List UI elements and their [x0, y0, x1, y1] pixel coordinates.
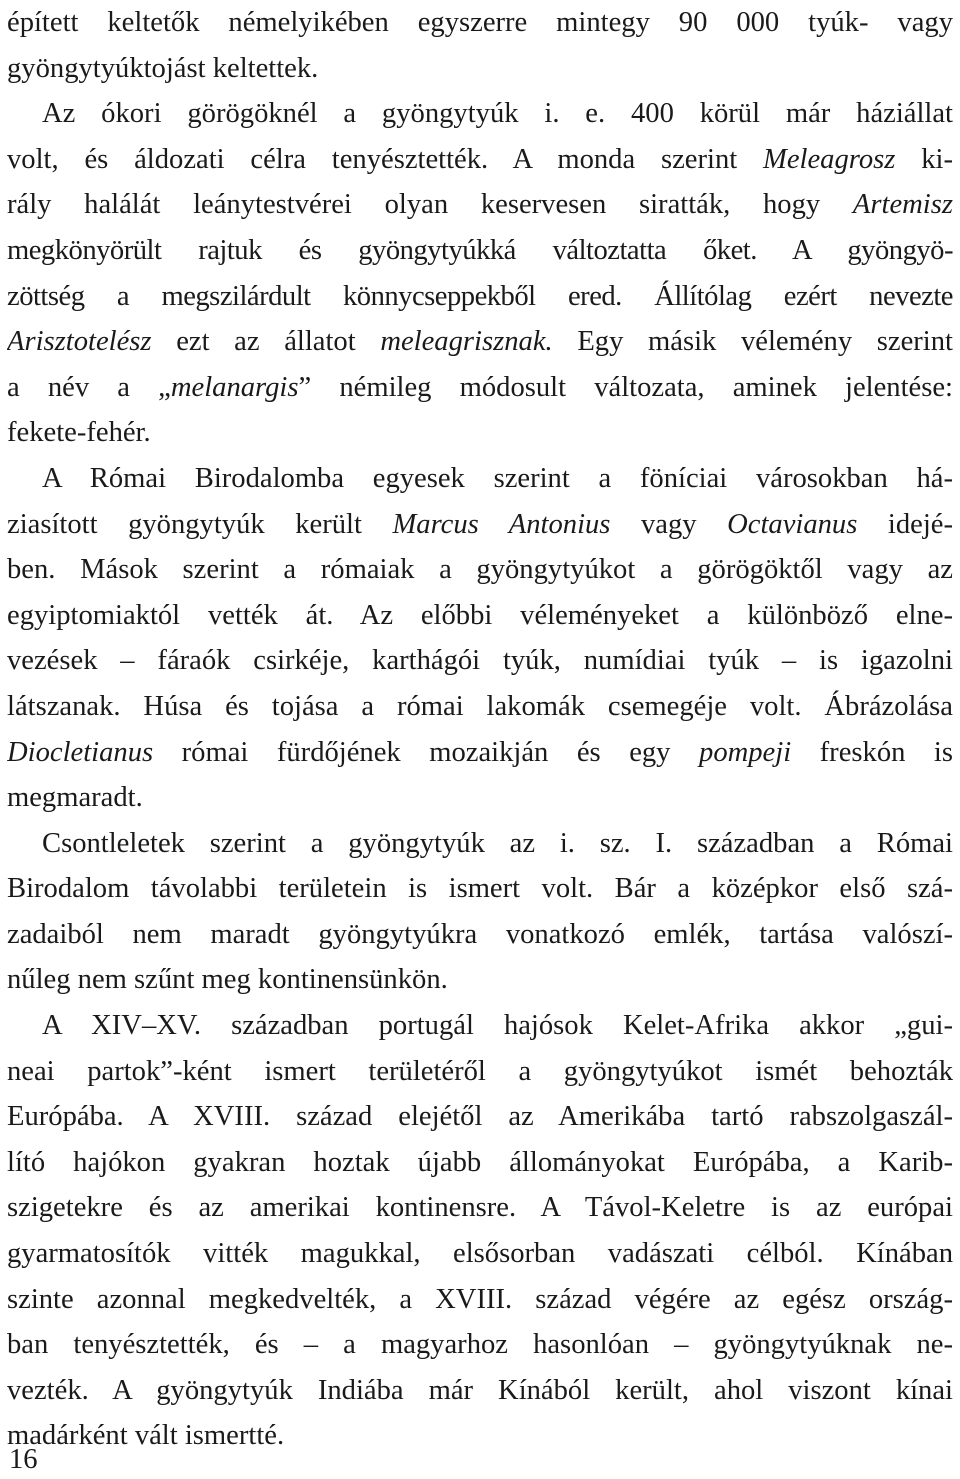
text-segment: idejé- [857, 508, 953, 540]
italic-text: Diocletianus [7, 736, 154, 768]
text-line [7, 912, 953, 958]
text-segment: A XIV–XV. században portugál hajósok Kelet-Afrika akkor „gui- [42, 1010, 953, 1042]
text-segment: vezések – fáraók csirkéje, karthágói tyúk, numídiai tyúk – is igazolni [7, 645, 953, 677]
text-line [7, 46, 953, 92]
italic-text: Arisztotelész [7, 326, 152, 358]
text-segment: ziasított gyöngytyúk került [7, 508, 393, 540]
text-line [7, 730, 953, 776]
text-segment: Az ókori görögöknél a gyöngytyúk i. e. 400 körül már háziállat [42, 98, 953, 130]
text-line [7, 319, 953, 365]
italic-text: Octavianus [727, 508, 858, 540]
text-line [7, 0, 953, 46]
page-number: 16 [9, 1444, 38, 1475]
text-segment: rály halálát leánytestvérei olyan keservesen siratták, hogy [7, 189, 853, 221]
text-line [7, 410, 953, 456]
text-line [7, 137, 953, 183]
text-segment: nűleg nem szűnt meg kontinensünkön. [7, 964, 448, 996]
text-segment: gyöngytyúktojást keltettek. [7, 52, 319, 84]
text-segment: Csontleletek szerint a gyöngytyúk az i. sz. I. században a Római [42, 827, 953, 859]
text-line [7, 1231, 953, 1277]
text-line [7, 1277, 953, 1323]
text-segment: ben. Mások szerint a rómaiak a gyöngytyúkot a görögöktől vagy az [7, 554, 953, 586]
italic-text: Marcus Antonius [392, 508, 611, 540]
text-segment: épített keltetők némelyikében egyszerre mintegy 90 000 tyúk- vagy [7, 7, 953, 38]
text-segment: megkönyörült rajtuk és gyöngytyúkká változtatta őket. A gyöngyö- [7, 234, 953, 266]
text-segment: volt, és áldozati célra tenyésztették. A monda szerint [7, 143, 764, 175]
text-segment: A Római Birodalomba egyesek szerint a föníciai városokban há- [42, 462, 953, 494]
text-segment: Európába. A XVIII. század elejétől az Amerikába tartó rabszolgaszál- [7, 1101, 953, 1133]
text-segment: zöttség a megszilárdult könnycseppekből ered. Állítólag ezért nevezte [7, 280, 953, 312]
text-segment: zadaiból nem maradt gyöngytyúkra vonatkozó emlék, tartása valószí- [7, 918, 953, 950]
book-page-body [7, 0, 953, 1459]
text-segment: Birodalom távolabbi területein is ismert volt. Bár a középkor első szá- [7, 873, 953, 905]
italic-text: Artemisz [852, 189, 953, 221]
text-line [7, 593, 953, 639]
italic-text: melanargis [170, 371, 299, 403]
text-line [7, 547, 953, 593]
text-line [7, 1368, 953, 1414]
text-segment: Egy másik vélemény szerint [552, 326, 953, 358]
text-segment: ” némileg módosult változata, aminek jelentése: [298, 371, 953, 403]
text-line [7, 821, 953, 867]
text-segment: ki- [895, 143, 953, 175]
text-line [7, 274, 953, 320]
text-line [7, 182, 953, 228]
text-segment: vagy [610, 508, 728, 540]
text-segment: megmaradt. [7, 782, 143, 814]
text-line [7, 456, 953, 502]
text-segment: freskón is [791, 736, 953, 768]
text-line [7, 1094, 953, 1140]
text-segment: madárként vált ismertté. [7, 1420, 285, 1452]
text-segment: római fürdőjének mozaikján és egy [153, 736, 700, 768]
text-line [7, 91, 953, 137]
text-segment: ezt az állatot [151, 326, 381, 358]
text-segment: gyarmatosítók vitték magukkal, elsősorban vadászati célból. Kínában [7, 1238, 953, 1270]
text-line [7, 502, 953, 548]
italic-text: pompeji [699, 736, 792, 768]
text-segment: a név a „ [7, 371, 171, 403]
text-segment: egyiptomiaktól vették át. Az előbbi véleményeket a különböző elne- [7, 599, 953, 631]
text-segment: szinte azonnal megkedvelték, a XVIII. század végére az egész ország- [7, 1283, 953, 1315]
text-line [7, 1185, 953, 1231]
text-segment: fekete-fehér. [7, 417, 151, 449]
text-line [7, 638, 953, 684]
text-line [7, 775, 953, 821]
text-line [7, 1003, 953, 1049]
text-line [7, 1049, 953, 1095]
text-line [7, 1140, 953, 1186]
text-segment: lító hajókon gyakran hoztak újabb állományokat Európába, a Karib- [7, 1146, 953, 1178]
text-line [7, 1413, 953, 1459]
italic-text: meleagrisznak. [380, 326, 553, 358]
text-line [7, 684, 953, 730]
text-segment: vezték. A gyöngytyúk Indiába már Kínából került, ahol viszont kínai [7, 1374, 953, 1406]
text-line [7, 365, 953, 411]
text-segment: neai partok”-ként ismert területéről a gyöngytyúkot ismét behozták [7, 1055, 953, 1087]
text-line [7, 866, 953, 912]
italic-text: Meleagrosz [763, 143, 896, 175]
text-segment: ban tenyésztették, és – a magyarhoz hasonlóan – gyöngytyúknak ne- [7, 1329, 953, 1361]
text-line [7, 228, 953, 274]
text-line [7, 957, 953, 1003]
text-segment: szigetekre és az amerikai kontinensre. A Távol-Keletre is az európai [7, 1192, 953, 1224]
text-segment: látszanak. Húsa és tojása a római lakomák csemegéje volt. Ábrázolása [7, 690, 953, 722]
text-line [7, 1322, 953, 1368]
